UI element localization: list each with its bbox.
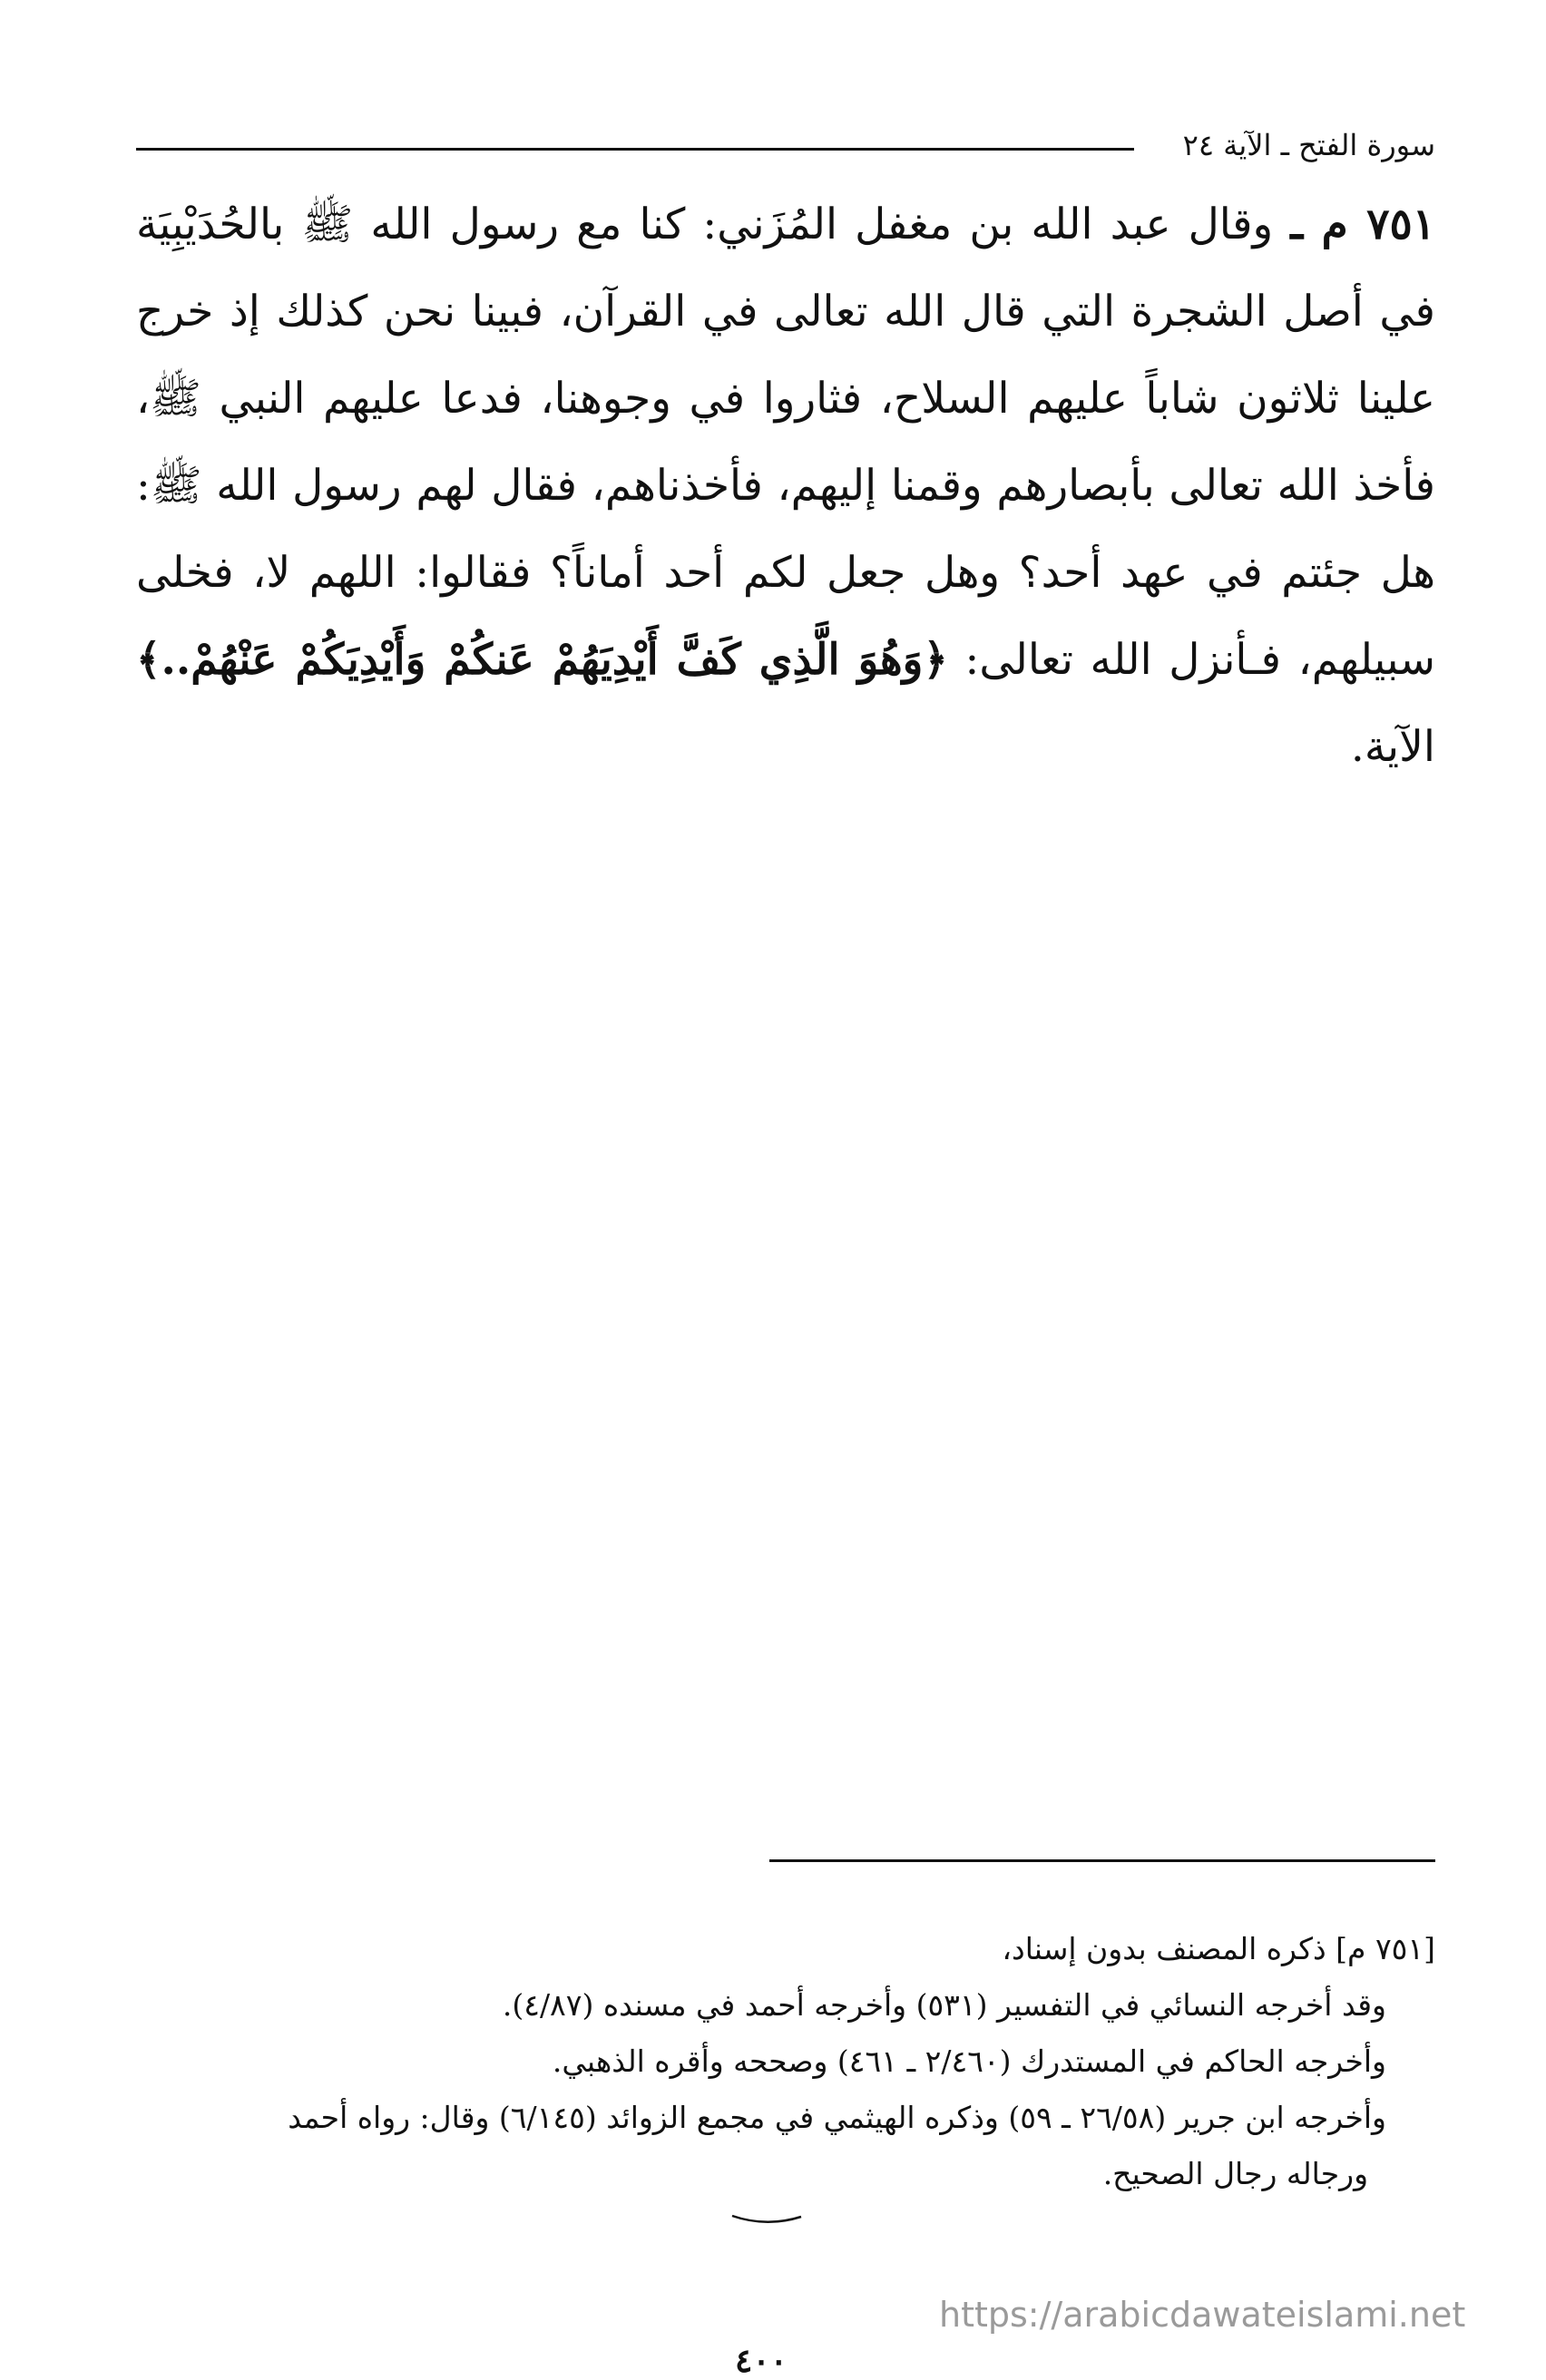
entry-number: ٧٥١ م ـ <box>1290 200 1435 249</box>
footnote-line: وأخرجه ابن جرير (٢٦/٥٨ ـ ٥٩) وذكره الهيثمي في مجمع الزوائد (٦/١٤٥) وقال: رواه أحمد <box>288 2100 1386 2135</box>
page-number: ٤٠٠ <box>735 2342 788 2380</box>
quran-verse: ﴿وَهُوَ الَّذِي كَفَّ أَيْدِيَهُمْ عَنكُمْ وَأَيْدِيَكُمْ عَنْهُمْ..﴾ <box>136 635 948 685</box>
footnote-rule <box>769 1859 1435 1862</box>
running-header <box>136 122 1435 177</box>
verse-reference: الآية. <box>1350 722 1435 772</box>
footnote-line: [٧٥١ م] ذكره المصنف بدون إسناد، <box>1002 1931 1435 1966</box>
entry-text: وقال عبد الله بن مغفل المُزَني: كنا مع رسول الله ﷺ بالحُدَيْبِيَة في أصل الشجرة التي قال الله تعالى في القرآن، فبينا نحن كذلك إذ خرج علينا ثلاثون شاباً عليهم السلاح، فثاروا في وجوهنا، فدعا عليهم النبي ﷺ، فأخذ الله تعالى بأبصارهم وقمنا إليهم، فأخذناهم، فقال لهم رسول الله ﷺ: هل جئتم في عهد أحد؟ وهل جعل لكم أحد أماناً؟ فقالوا: اللهم لا، فخلى سبيلهم، فـأنزل الله تعالى: <box>136 200 1435 685</box>
footnote-line: وقد أخرجه النسائي في التفسير (٥٣١) وأخرجه أحمد في مسنده (٤/٨٧). <box>502 1987 1386 2023</box>
footnotes <box>136 1921 1435 2202</box>
footnote-end-ornament <box>730 2213 803 2226</box>
watermark-url: https://arabicdawateislami.net <box>939 2295 1466 2335</box>
main-text <box>136 181 1435 791</box>
footnote-line: ورجاله رجال الصحيح. <box>1102 2156 1368 2191</box>
header-title: سورة الفتح ـ الآية ٢٤ <box>1182 128 1435 162</box>
footnote-line: وأخرجه الحاكم في المستدرك (٢/٤٦٠ ـ ٤٦١) وصححه وأقره الذهبي. <box>552 2043 1386 2079</box>
header-rule <box>136 148 1134 151</box>
